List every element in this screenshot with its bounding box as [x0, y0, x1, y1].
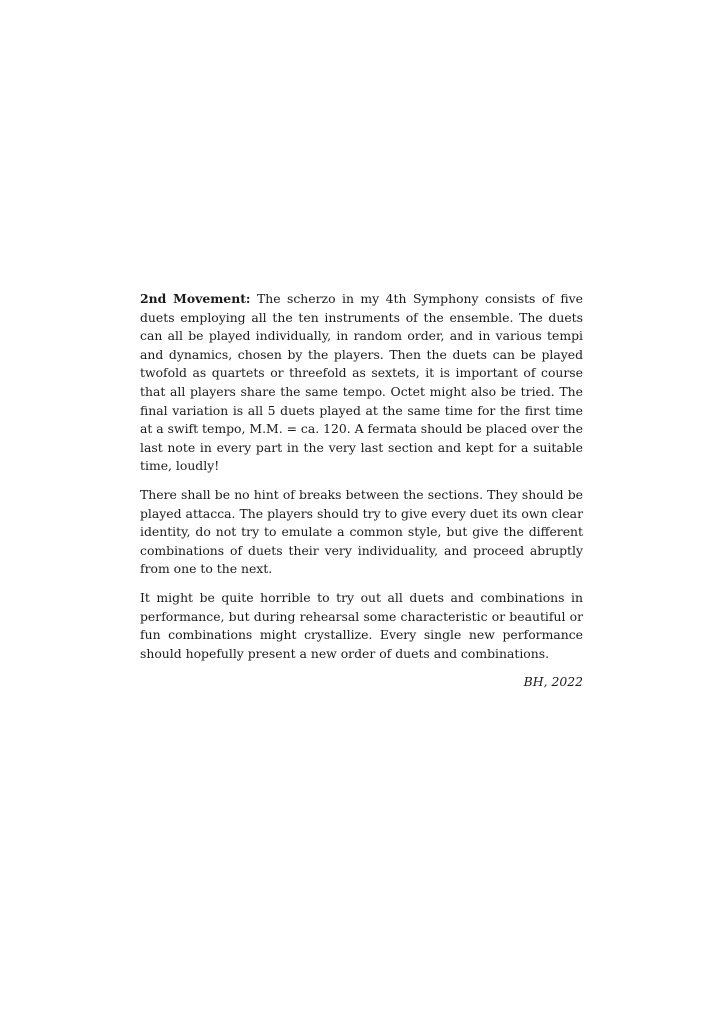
- paragraph-rehearsal-notes: It might be quite horrible to try out all duets and combinations in performance, but during rehearsal some characteristic or beautiful or fun combinations might crystallize. Every single new performance should hopefully present a new order of duets and combinations.: [140, 589, 583, 661]
- movement-notes: [140, 290, 583, 692]
- signature: BH, 2022: [523, 674, 583, 690]
- paragraph-movement-description: [140, 290, 583, 476]
- movement-heading: 2nd Movement:: [140, 291, 251, 306]
- movement-description-text: The scherzo in my 4th Symphony consists of five duets employing all the ten instruments of the ensemble. The duets can all be played individually, in random order, and in various tempi and dynamics, chosen by the players. Then the duets can be played twofold as quartets or threefold as sextets, it is important of course that all players share the same tempo. Octet might also be tried. The final variation is all 5 duets played at the same time for the first time at a swift tempo, M.M. = ca. 120. A fermata should be placed over the last note in every part in the very last section and kept for a suitable time, loudly!: [140, 291, 583, 474]
- paragraph-performance-instructions: There shall be no hint of breaks between the sections. They should be played attacca. The players should try to give every duet its own clear identity, do not try to emulate a common style, but give the different combinations of duets their very individuality, and proceed abruptly from one to the next.: [140, 486, 583, 577]
